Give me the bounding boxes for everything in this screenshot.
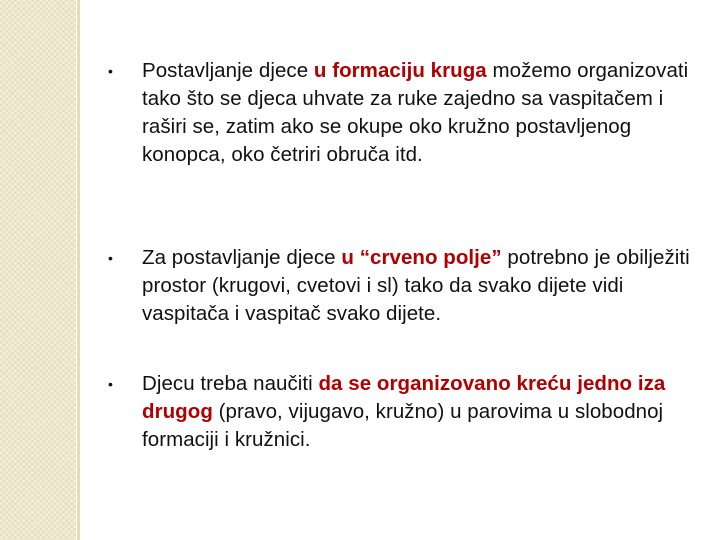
bullet-segment: Za postavljanje djece: [142, 246, 342, 269]
bullet-marker: •: [108, 63, 113, 79]
bullet-highlight: u formaciju kruga: [313, 59, 487, 82]
bullet-segment: Djecu treba naučiti: [142, 372, 319, 395]
bullet-segment: (pravo, vijugavo, kružno) u parovima u slobodnoj formaciji i kružnici.: [142, 400, 664, 451]
bullet-item: [104, 370, 704, 454]
side-divider: [77, 0, 80, 540]
bullet-item: [104, 57, 704, 169]
decorative-side-band: [0, 0, 76, 540]
bullet-text: [142, 370, 704, 454]
bullet-highlight: da se organizovano kreću jedno iza drugog: [142, 372, 666, 423]
bullet-segment: možemo organizovati tako što se djeca uhvate za ruke zajedno sa vaspitačem i raširi se, zatim ako se okupe oko kružno postavljenog konopca, oko četriri obruča itd.: [142, 59, 689, 166]
bullet-marker: •: [108, 376, 113, 392]
bullet-item: [104, 244, 704, 328]
bullet-text: [142, 57, 704, 169]
bullet-marker: •: [108, 250, 113, 266]
bullet-segment: potrebno je obilježiti prostor (krugovi, cvetovi i sl) tako da svako dijete vidi vaspitača i vaspitač svako dijete.: [142, 246, 690, 325]
bullet-highlight: u “crveno polje”: [341, 246, 502, 269]
bullet-segment: Postavljanje djece: [142, 59, 314, 82]
bullet-text: [142, 244, 704, 328]
